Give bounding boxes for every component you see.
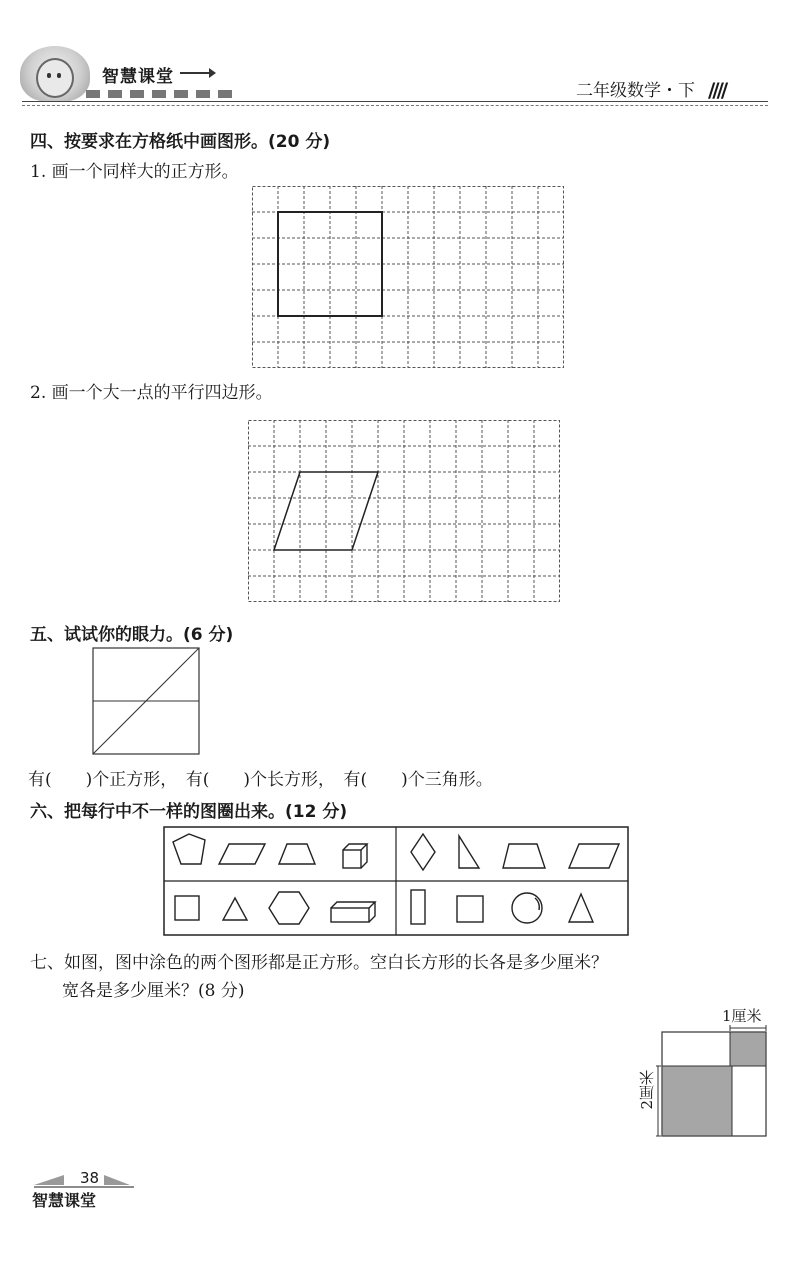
section5-title: 五、试试你的眼力。(6 分) — [30, 625, 234, 645]
page-number: 38 — [80, 1169, 100, 1187]
question-1-text: 1. 画一个同样大的正方形。 — [30, 162, 239, 182]
grid-paper-2[interactable] — [248, 420, 560, 602]
section7-figure — [656, 1024, 768, 1140]
header-brand: 智慧课堂 — [102, 67, 174, 87]
section6-title: 六、把每行中不一样的图圈出来。(12 分) — [30, 802, 348, 822]
header-rule-dashed — [22, 105, 768, 106]
question-2-text: 2. 画一个大一点的平行四边形。 — [30, 383, 273, 403]
eye-test-figure — [92, 647, 200, 755]
header-dash-bar — [86, 90, 232, 98]
section7-line1: 七、如图，图中涂色的两个图形都是正方形。空白长方形的长各是多少厘米？ — [30, 953, 608, 973]
section5-answer-line[interactable]: 有( )个正方形， 有( )个长方形， 有( )个三角形。 — [28, 770, 493, 790]
header-rule — [22, 101, 768, 102]
mascot-face-icon — [36, 58, 74, 98]
arrow-icon — [180, 72, 212, 74]
section7-line2: 宽各是多少厘米？(8 分) — [62, 981, 245, 1001]
label-2cm: 2厘米 — [638, 1070, 656, 1110]
footer-brand: 智慧课堂 — [32, 1191, 97, 1210]
label-1cm: 1厘米 — [722, 1007, 762, 1025]
section4-title: 四、按要求在方格纸中画图形。(20 分) — [30, 132, 331, 152]
small-shaded-square — [730, 1032, 766, 1066]
large-shaded-square — [662, 1066, 732, 1136]
header-slashes: //// — [708, 78, 726, 102]
grid-paper-1[interactable] — [252, 186, 564, 368]
shape-table[interactable] — [163, 826, 629, 936]
grade-label: 二年级数学・下 — [576, 81, 695, 101]
